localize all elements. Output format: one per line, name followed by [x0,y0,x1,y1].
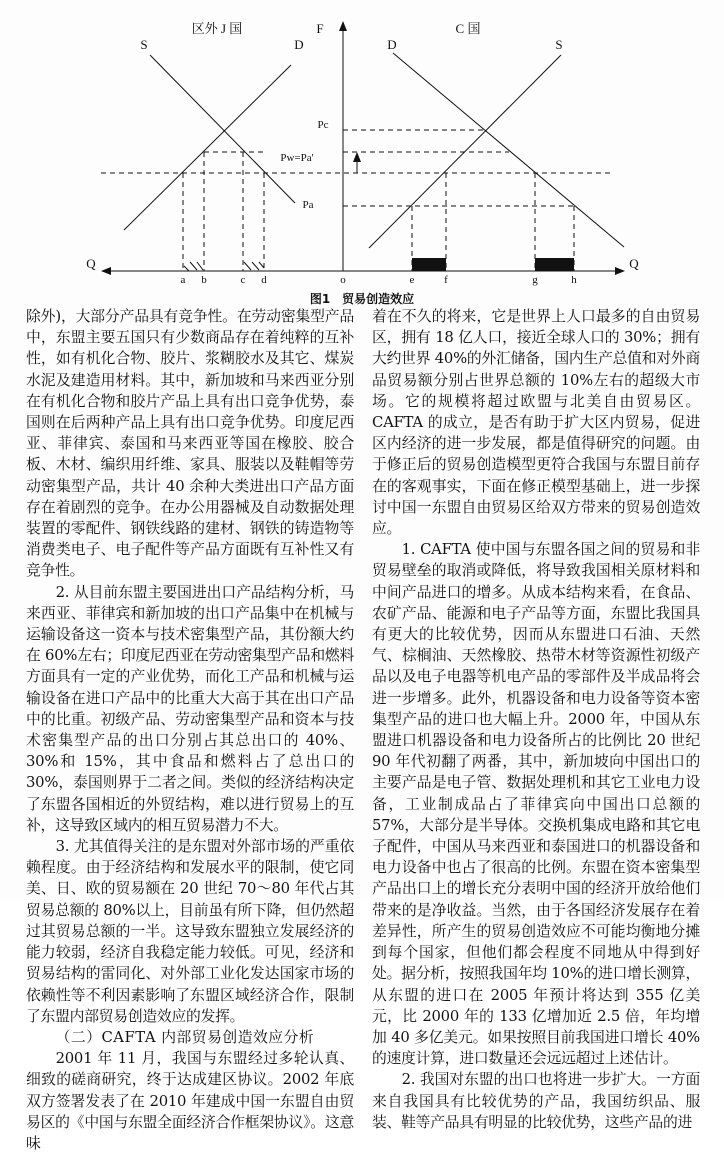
y-axis-label: F [316,21,324,36]
label-right-s: S [555,37,563,52]
label-pa: Pa [302,199,314,211]
right-panel-title: C 国 [455,21,481,36]
label-left-s: S [140,37,148,52]
paragraph: 1. CAFTA 使中国与东盟各国之间的贸易和非贸易壁垒的取消或降低，将导致我国相关原材料和中间产品进口的增多。从成本结构来看，在食品、农矿产品、能源和电子产品等方面，东盟比我国具有更大的比较优势，因而从东盟进口石油、天然气、棕榈油、天然橡胶、热带木材等资源性初级产品以及电子电器等机电产品的零部件及半成品将会进一步增多。此外，机器设备和电力设备等资本密集型产品的进口也大幅上升。2000 年，中国从东盟进口机器设备和电力设备所占的比例比 20 世纪 90 年代初翻了两番，其中，新加坡向中国出口的主要产品是电子管、数据处理机和其它工业电力设备，工业制成品占了菲律宾向中国出口总额的 57%，大部分是半导体。交换机集成电路和其它电子配件，中国从马来西亚和泰国进口的机器设备和电力设备中也占了很高的比例。东盟在资本密集型产品出口上的增长充分表明中国的经济开放给他们带来的是净收益。当然，由于各国经济发展存在着差异性，所产生的贸易创造效应不可能均衡地分摊到每个国家，但他们都会程度不同地从中得到好处。据分析，按照我国年均 10%的进口增长测算，从东盟的进口在 2005 年预计将达到 355 亿美元，比 2000 年的 133 亿增加近 2.5 倍，年均增加 40 多亿美元。如果按照目前我国进口增长 40%的速度计算，进口数量还会远远超过上述估计。 [372,541,700,1068]
left-supply-curve [124,65,291,230]
left-panel-title: 区外 J 国 [191,21,243,36]
label-left-d: D [294,37,304,52]
q-label: d [261,274,267,286]
left-demand-curve [150,55,295,203]
q-label: b [201,274,207,286]
q-label: c [240,274,246,286]
paragraph: 除外)，大部分产品具有竞争性。在劳动密集型产品中，东盟主要五国只有少数商品存在着纯粹的互补性，如有机化合物、胶片、浆糊胶水及其它、煤炭水泥及建造用材料。其中，新加坡和马来西亚分别在有机化合物和胶片产品上具有出口竞争优势，泰国则在后两种产品上具有出口竞争优势。印度尼西亚、菲律宾、泰国和马来西亚等国在橡胶、胶合板、木材、编织用纤维、家具、服装以及鞋帽等劳动密集型产品，共计 40 余种大类进出口产品方面存在着剧烈的竞争。在办公用器械及自动数据处理装置的零配件、钢铁线路的建材、钢铁的铸造物等消费类电子、电子配件等产品方面既有互补性又有竞争性。 [26,308,354,580]
paragraph: 2001 年 11 月，我国与东盟经过多轮认真、细致的磋商研究，终于达成建区协议。2002 年底双方签署发表了在 2010 年建成中国一东盟自由贸易区的《中国与东盟全面经济合作框架协议》。这意味 [26,1050,354,1152]
label-right-d: D [387,37,397,52]
trade-creation-area-ef [412,258,446,271]
trade-creation-diagram [0,0,724,300]
hatch-marks [184,262,264,271]
paragraph: 2. 我国对东盟的出口也将进一步扩大。一方面来自我国具有比较优势的产品，我国纺织品、服装、鞋等产品具有明显的比较优势，这些产品的进 [372,1071,700,1131]
label-pw: Pw=Pa' [280,152,314,164]
q-label: o [340,274,346,286]
figure-caption: 图1 贸易创造效应 [309,292,415,306]
q-label: h [571,274,577,286]
section-heading: （二）CAFTA 内部贸易创造效应分析 [55,1028,315,1046]
q-label: e [409,274,415,286]
right-demand-curve [393,53,624,247]
paragraph: 3. 尤其值得关注的是东盟对外部市场的严重依赖程度。由于经济结构和发展水平的限制，使它同美、日、欧的贸易额在 20 世纪 70～80 年代占其贸易总额的 80%以上，目前虽有所下降，但仍然超过其贸易总额的一半。这导致东盟独立发展经济的能力较弱，经济自我稳定能力较低。可见，经济和贸易结构的雷同化、对外部工业化发达国家市场的依赖性等不利因素影响了东盟区域经济合作，限制了东盟内部贸易创造效应的发挥。 [26,838,354,1025]
trade-creation-area-gh [535,258,574,271]
right-column [372,306,700,1154]
x-axis-label-right: Q [629,256,639,271]
paragraph: 2. 从目前东盟主要国进出口产品结构分析，马来西亚、菲律宾和新加坡的出口产品集中在机械与运输设备这一资本与技术密集型产品，其份额大约在 60%左右；印度尼西亚在劳动密集型产品和燃料方面具有一定的产业优势，而化工产品和机械与运输设备在进口产品中的比重大大高于其在出口产品中的比重。初级产品、劳动密集型产品和资本与技术密集型产品的出口分别占其总出口的 40%、30%和 15%，其中食品和燃料占了总出口的 30%，泰国则界于二者之间。类似的经济结构决定了东盟各国相近的外贸结构，难以进行贸易上的互补，这导致区域内的相互贸易潜力不大。 [26,583,354,834]
label-pc: Pc [317,119,329,131]
q-label: a [180,274,186,286]
paragraph: 着在不久的将来，它是世界上人口最多的自由贸易区，拥有 18 亿人口，接近全球人口的 30%；拥有大约世界 40%的外汇储备，国内生产总值和对外商品贸易额分别占世界总额的 10%左右的超级大市场。它的规模将超过欧盟与北美自由贸易区。CAFTA 的成立，是否有助于扩大区内贸易，促进区内经济的进一步发展，都是值得研究的问题。由于修正后的贸易创造模型更符合我国与东盟目前存在的客观事实，下面在修正模型基础上，进一步探讨中国一东盟自由贸易区给双方带来的贸易创造效应。 [372,308,700,538]
x-axis-label-left: Q [86,256,96,271]
q-label: g [532,274,538,286]
body-text [26,306,700,1154]
left-column [26,306,354,1154]
q-label: f [444,274,448,286]
